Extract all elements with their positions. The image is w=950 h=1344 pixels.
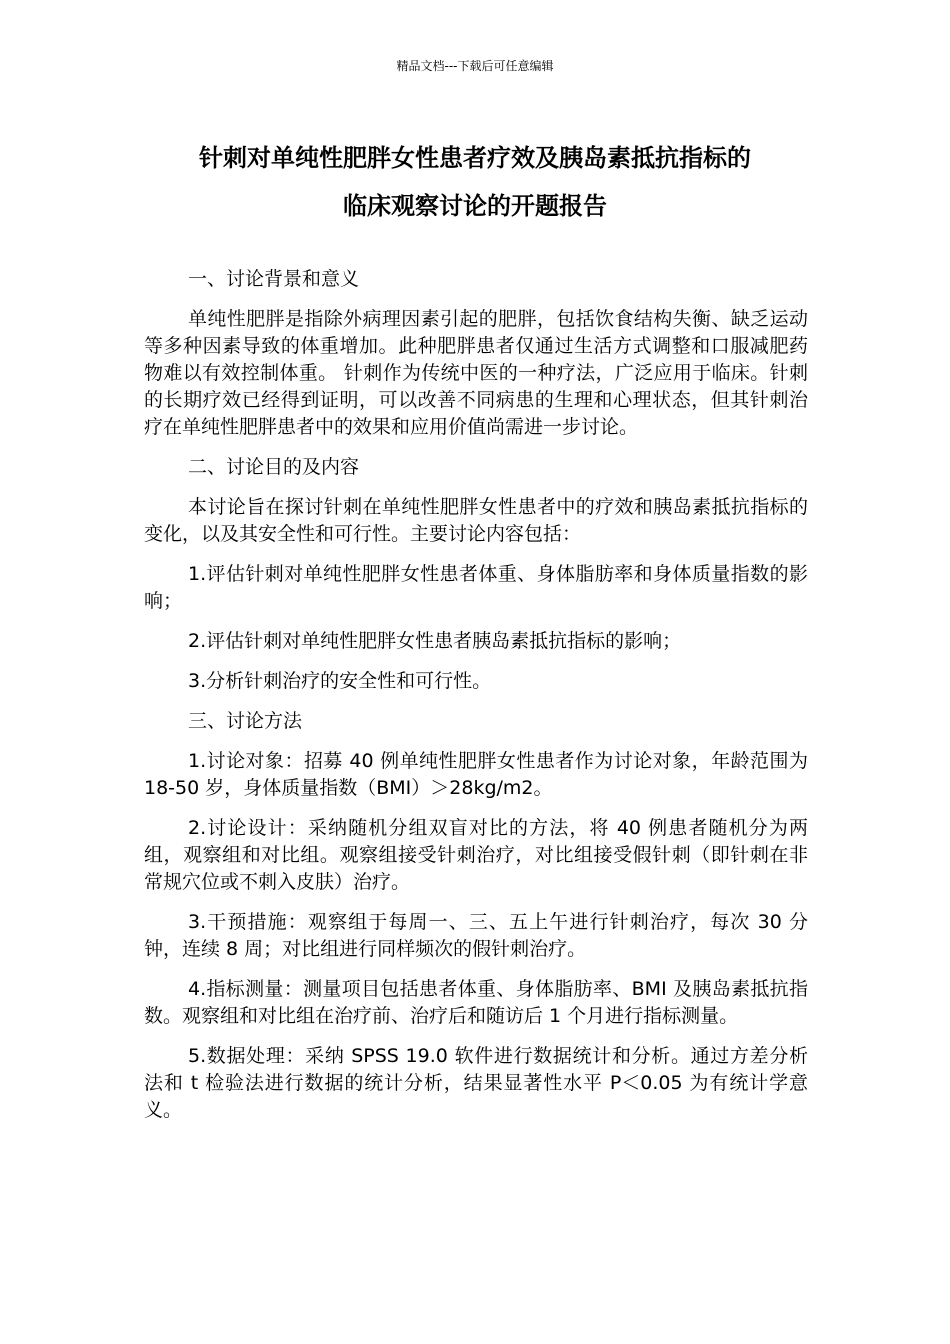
list-item-objective-3: 3.分析针刺治疗的安全性和可行性。 [188,670,492,692]
section-heading-objectives: 二、讨论目的及内容 [188,456,360,478]
section-heading-methods: 三、讨论方法 [188,710,303,732]
paragraph-objectives: 本讨论旨在探讨针刺在单纯性肥胖女性患者中的疗效和胰岛素抵抗指标的变化，以及其安全性和可行性。主要讨论内容包括： [144,496,808,545]
list-item-objective-1: 1.评估针刺对单纯性肥胖女性患者体重、身体脂肪率和身体质量指数的影响； [144,563,808,612]
list-item-method-5: 5.数据处理：采纳 SPSS 19.0 软件进行数据统计和分析。通过方差分析法和 t 检验法进行数据的统计分析，结果显著性水平 P＜0.05 为有统计学意义。 [144,1045,808,1121]
list-item-method-2: 2.讨论设计：采纳随机分组双盲对比的方法，将 40 例患者随机分为两组，观察组和对比组。观察组接受针刺治疗，对比组接受假针刺（即针刺在非常规穴位或不刺入皮肤）治疗。 [144,817,808,893]
list-item-method-3: 3.干预措施：观察组于每周一、三、五上午进行针刺治疗，每次 30 分钟，连续 8 周；对比组进行同样频次的假针刺治疗。 [144,911,808,960]
title-line-1: 针刺对单纯性肥胖女性患者疗效及胰岛素抵抗指标的 [199,144,751,172]
document-title [120,134,830,230]
document-body [144,266,808,1137]
list-item-method-1: 1.讨论对象：招募 40 例单纯性肥胖女性患者作为讨论对象，年龄范围为 18-50 岁，身体质量指数（BMI）＞28kg/m2。 [144,750,808,799]
list-item-method-4: 4.指标测量：测量项目包括患者体重、身体脂肪率、BMI 及胰岛素抵抗指数。观察组和对比组在治疗前、治疗后和随访后 1 个月进行指标测量。 [144,978,808,1027]
title-line-2: 临床观察讨论的开题报告 [343,192,607,220]
paragraph-background: 单纯性肥胖是指除外病理因素引起的肥胖，包括饮食结构失衡、缺乏运动等多种因素导致的体重增加。此种肥胖患者仅通过生活方式调整和口服减肥药物难以有效控制体重。 针刺作为传统中医的一种疗法，广泛应用于临床。针刺的长期疗效已经得到证明，可以改善不同病患的生理和心理状态，但其针刺治疗在单纯性肥胖患者中的效果和应用价值尚需进一步讨论。 [144,308,808,438]
section-heading-background: 一、讨论背景和意义 [188,268,360,290]
list-item-objective-2: 2.评估针刺对单纯性肥胖女性患者胰岛素抵抗指标的影响； [188,630,682,652]
page-header-note: 精品文档---下载后可任意编辑 [396,59,554,73]
